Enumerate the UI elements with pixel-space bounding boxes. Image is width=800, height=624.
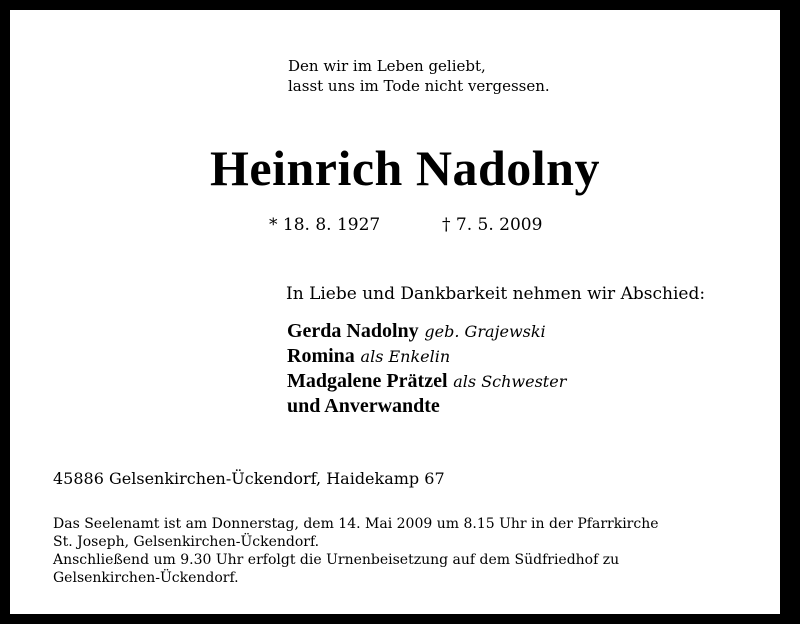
mourning-address: 45886 Gelsenkirchen-Ückendorf, Haidekamp 67 (53, 469, 445, 488)
memorial-verse (288, 56, 550, 96)
notice-line-1: Das Seelenamt ist am Donnerstag, dem 14. Mai 2009 um 8.15 Uhr in der Pfarrkirche (53, 516, 659, 532)
mourner-row (287, 394, 566, 419)
death-date: † 7. 5. 2009 (442, 215, 543, 235)
verse-line-1: Den wir im Leben geliebt, (288, 57, 486, 75)
mourners-list (287, 319, 566, 419)
obituary-card (10, 10, 780, 614)
notice-line-2: St. Joseph, Gelsenkirchen-Ückendorf. (53, 534, 320, 550)
mourner-row (287, 319, 566, 344)
mourner-relation: geb. Grajewski (424, 322, 546, 341)
birth-date: * 18. 8. 1927 (269, 215, 381, 235)
mourner-name: Romina (287, 345, 355, 367)
farewell-intro: In Liebe und Dankbarkeit nehmen wir Abschied: (286, 284, 706, 304)
mourner-name: Gerda Nadolny (287, 320, 419, 342)
mourner-name: und Anverwandte (287, 395, 440, 417)
deceased-name: Heinrich Nadolny (210, 140, 600, 196)
mourner-row (287, 344, 566, 369)
verse-line-2: lasst uns im Tode nicht vergessen. (288, 77, 550, 95)
service-notice (53, 515, 659, 587)
mourner-relation: als Enkelin (360, 347, 451, 366)
mourner-row (287, 369, 566, 394)
notice-line-4: Gelsenkirchen-Ückendorf. (53, 570, 239, 586)
mourner-relation: als Schwester (453, 372, 567, 391)
notice-line-3: Anschließend um 9.30 Uhr erfolgt die Urnenbeisetzung auf dem Südfriedhof zu (53, 552, 620, 568)
mourner-name: Madgalene Prätzel (287, 370, 448, 392)
